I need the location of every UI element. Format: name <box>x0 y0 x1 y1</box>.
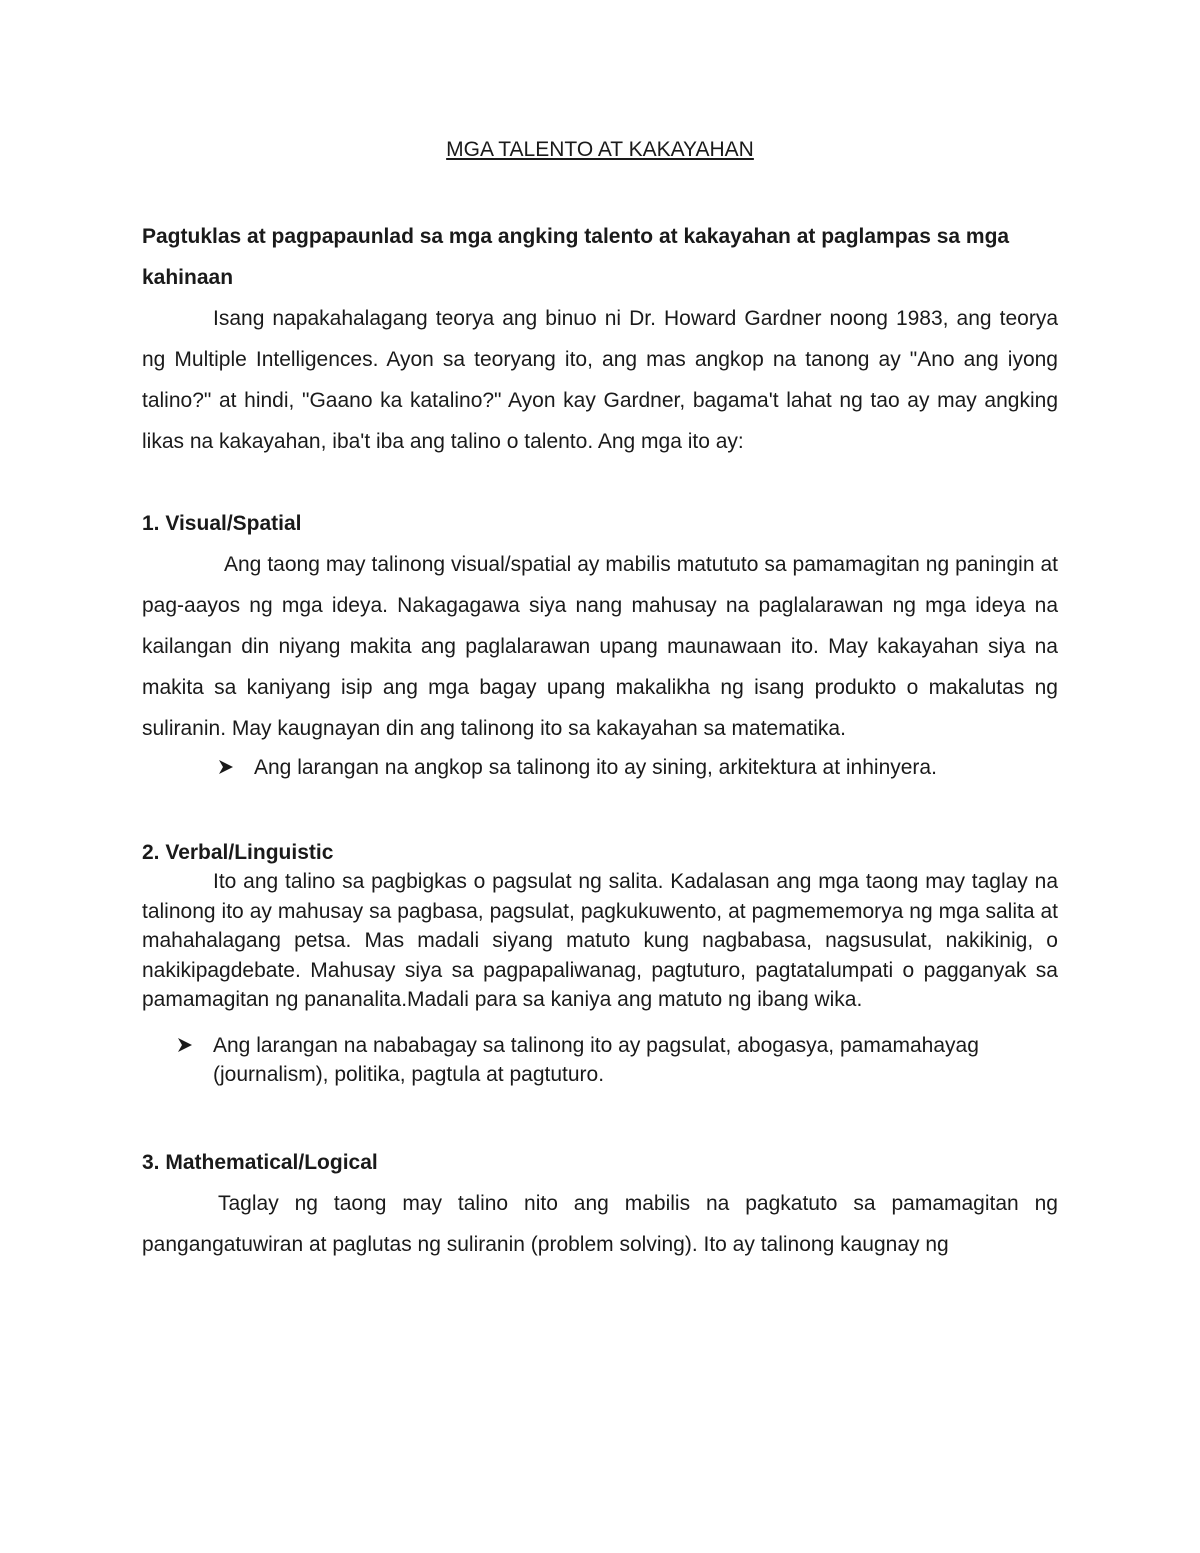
arrowhead-bullet-icon <box>218 747 254 788</box>
section-body: Ang taong may talinong visual/spatial ay mabilis matututo sa pamamagitan ng paningin at pag-aayos ng mga ideya. Nakagagawa siya nang mahusay na paglalarawan ng mga ideya na kailangan din niyang makita ang paglalarawan upang maunawaan ito. May kakayahan siya na makita sa kaniyang isip ang mga bagay upang makalikha ng isang produkto o makalutas ng suliranin. May kaugnayan din ang talinong ito sa kakayahan sa matematika. <box>142 553 1058 740</box>
section-visual-spatial <box>142 503 1058 788</box>
intro-paragraph: Isang napakahalagang teorya ang binuo ni Dr. Howard Gardner noong 1983, ang teorya ng Multiple Intelligences. Ayon sa teoryang ito, ang mas angkop na tanong ay "Ano ang iyong talino?" at hindi, "Gaano ka katalino?" Ayon kay Gardner, bagama't lahat ng tao ay may angking likas na kakayahan, iba't iba ang talino o talento. Ang mga ito ay: <box>142 307 1058 453</box>
bullet-text: Ang larangan na angkop sa talinong ito ay sining, arkitektura at inhinyera. <box>254 756 937 779</box>
section-heading: 3. Mathematical/Logical <box>142 1150 378 1174</box>
document-content <box>142 138 1058 1265</box>
section-heading: 2. Verbal/Linguistic <box>142 841 334 864</box>
section-mathematical-logical <box>142 1142 1058 1265</box>
bullet-item <box>142 747 1058 788</box>
document-subtitle: Pagtuklas at pagpapaunlad sa mga angking talento at kakayahan at paglampas sa mga kahinaan <box>142 225 1010 289</box>
bullet-text: Ang larangan na nababagay sa talinong ito ay pagsulat, abogasya, pamamahayag (journalism), politika, pagtula at pagtuturo. <box>213 1033 979 1086</box>
section-heading: 1. Visual/Spatial <box>142 512 302 535</box>
bullet-item <box>142 1031 1058 1090</box>
document-title: MGA TALENTO AT KAKAYAHAN <box>446 138 754 161</box>
section-verbal-linguistic <box>142 832 1058 1090</box>
section-body: Taglay ng taong may talino nito ang mabilis na pagkatuto sa pamamagitan ng pangangatuwiran at paglutas ng suliranin (problem solving). Ito ay talinong kaugnay ng <box>142 1191 1058 1256</box>
section-body: Ito ang talino sa pagbigkas o pagsulat ng salita. Kadalasan ang mga taong may taglay na talinong ito ay mahusay sa pagbasa, pagsulat, pagkukuwento, at pagmememorya ng mga salita at mahahalagang petsa. Mas madali siyang matuto kung nagbabasa, nagsusulat, nakikinig, o nakikipagdebate. Mahusay siya sa pagpapaliwanag, pagtuturo, pagtatalumpati o pagganyak sa pamamagitan ng pananalita.Madali para sa kaniya ang matuto ng ibang wika. <box>142 870 1058 1011</box>
arrowhead-bullet-icon <box>177 1031 213 1090</box>
